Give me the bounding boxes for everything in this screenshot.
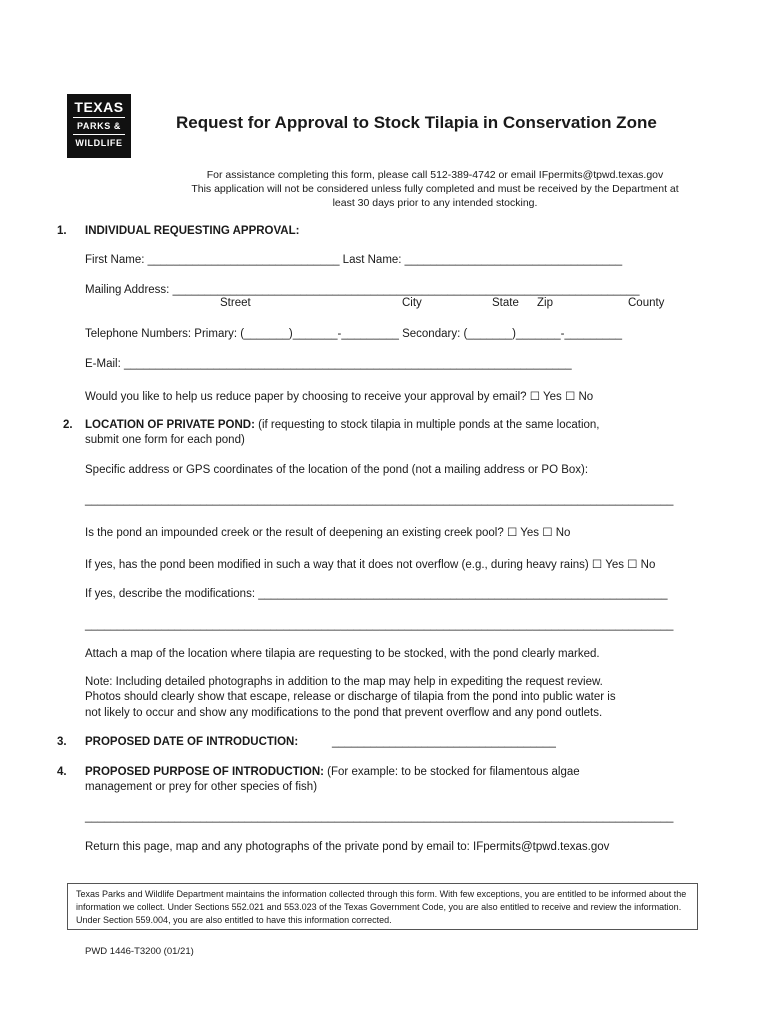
pond-location-label: Specific address or GPS coordinates of the location of the pond (not a mailing address or PO Box):: [85, 464, 589, 476]
logo-rule: [73, 117, 125, 118]
section-2-number: 2.: [63, 419, 73, 431]
section-2-heading: LOCATION OF PRIVATE POND:: [85, 419, 255, 431]
section-4-heading-line: [85, 766, 580, 778]
address-label-street: Street: [220, 297, 251, 309]
assist-line-1: For assistance completing this form, please call 512-389-4742 or email IFpermits@tpwd.texas.gov: [206, 169, 664, 181]
email-approval-checkboxes[interactable]: Would you like to help us reduce paper by choosing to receive your approval by email? ☐ Yes ☐ No: [85, 391, 594, 403]
section-3-heading: PROPOSED DATE OF INTRODUCTION:: [85, 736, 299, 748]
section-4-heading-line-2: management or prey for other species of fish): [85, 781, 318, 793]
note-line-1: Note: Including detailed photographs in addition to the map may help in expediting the request review.: [85, 676, 603, 688]
section-3-number: 3.: [57, 736, 67, 748]
modifications-field[interactable]: If yes, describe the modifications: ________________________________________________________________: [85, 588, 668, 600]
section-2-heading-note: (if requesting to stock tilapia in multiple ponds at the same location,: [254, 419, 600, 431]
section-2-heading-line: [85, 419, 600, 431]
address-label-city: City: [402, 297, 422, 309]
section-4-heading-note: (For example: to be stocked for filamentous algae: [323, 766, 580, 778]
return-instructions: Return this page, map and any photographs of the private pond by email to: IFpermits@tpwd.texas.gov: [85, 841, 610, 853]
section-4-heading: PROPOSED PURPOSE OF INTRODUCTION:: [85, 766, 324, 778]
section-4-number: 4.: [57, 766, 67, 778]
email-field[interactable]: E-Mail: ______________________________________________________________________: [85, 358, 572, 370]
note-line-2: Photos should clearly show that escape, release or discharge of tilapia from the pond into public water is: [85, 691, 616, 703]
purpose-field[interactable]: ____________________________________________________________________________________________: [85, 811, 674, 823]
logo-rule: [73, 134, 125, 135]
address-label-county: County: [628, 297, 665, 309]
introduction-date-field[interactable]: ___________________________________: [332, 736, 556, 748]
modifications-field-2[interactable]: ____________________________________________________________________________________________: [85, 619, 674, 631]
tpwd-logo: [67, 94, 131, 158]
assist-line-3: least 30 days prior to any intended stocking.: [332, 197, 538, 209]
pond-location-field[interactable]: ____________________________________________________________________________________________: [85, 494, 674, 506]
page-title: Request for Approval to Stock Tilapia in Conservation Zone: [176, 113, 657, 132]
logo-line-wildlife: WILDLIFE: [75, 138, 123, 148]
section-1-heading: INDIVIDUAL REQUESTING APPROVAL:: [85, 225, 300, 237]
mailing-address-field[interactable]: Mailing Address: _________________________________________________________________________: [85, 284, 640, 296]
privacy-notice: Texas Parks and Wildlife Department maintains the information collected through this form. With few exceptions, you are entitled to be informed about the information we collect. Under Sections 552.021 and 553.023 of the Texas Government Code, you are also entitled to receive and review the information. Under Section 559.004, you are also entitled to have this information corrected.: [67, 883, 698, 930]
logo-line-texas: TEXAS: [74, 99, 124, 115]
telephone-fields[interactable]: Telephone Numbers: Primary: (_______)_______-_________ Secondary: (_______)_______-_________: [85, 328, 623, 340]
attach-map-text: Attach a map of the location where tilapia are requesting to be stocked, with the pond clearly marked.: [85, 648, 600, 660]
note-line-3: not likely to occur and show any modifications to the pond that prevent overflow and any pond outlets.: [85, 707, 603, 719]
form-number: PWD 1446-T3200 (01/21): [85, 946, 194, 957]
impounded-creek-checkboxes[interactable]: Is the pond an impounded creek or the result of deepening an existing creek pool? ☐ Yes ☐ No: [85, 527, 571, 539]
assist-line-2: This application will not be considered unless fully completed and must be received by the Department at: [191, 183, 679, 195]
section-2-heading-line-2: submit one form for each pond): [85, 434, 245, 446]
modified-overflow-checkboxes[interactable]: If yes, has the pond been modified in such a way that it does not overflow (e.g., during heavy rains) ☐ Yes ☐ No: [85, 559, 656, 571]
logo-line-parks: PARKS &: [76, 121, 122, 131]
section-1-number: 1.: [57, 225, 67, 237]
name-fields[interactable]: First Name: ______________________________ Last Name: __________________________________: [85, 254, 623, 266]
address-label-zip: Zip: [537, 297, 553, 309]
address-label-state: State: [492, 297, 519, 309]
